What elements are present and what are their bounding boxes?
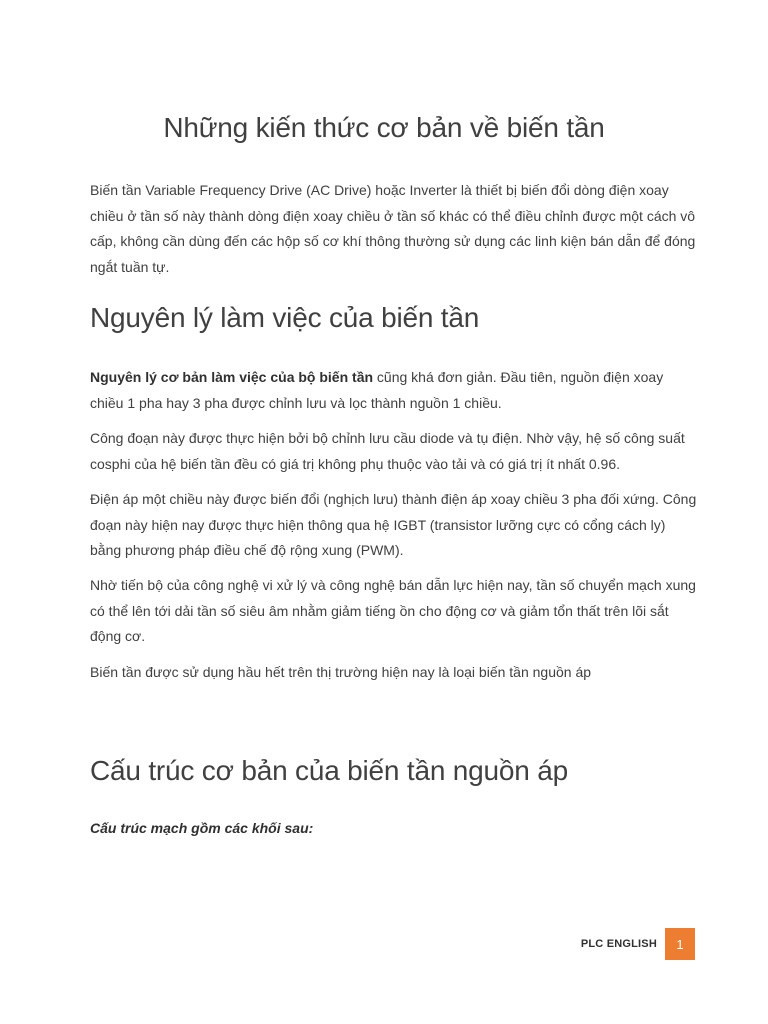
principle-paragraph-1 (90, 365, 700, 416)
principle-paragraph-3: Điện áp một chiều này được biến đổi (nghịch lưu) thành điện áp xoay chiều 3 pha đối xứng. Công đoạn này hiện nay được thực hiện thông qua hệ IGBT (transistor lưỡng cực có cổng cách ly) bằng phương pháp điều chế độ rộng xung (PWM). (90, 491, 697, 558)
footer-label: PLC ENGLISH (580, 938, 657, 950)
principle-paragraph-5: Biến tần được sử dụng hầu hết trên thị trường hiện nay là loại biến tần nguồn áp (90, 664, 592, 680)
principle-paragraph-2: Công đoạn này được thực hiện bởi bộ chỉnh lưu cầu diode và tụ điện. Nhờ vậy, hệ số công suất cosphi của hệ biến tần đều có giá trị không phụ thuộc vào tải và có giá trị ít nhất 0.96. (90, 430, 685, 472)
principle-paragraph-4: Nhờ tiến bộ của công nghệ vi xử lý và công nghệ bán dẫn lực hiện nay, tần số chuyển mạch xung có thể lên tới dải tần số siêu âm nhằm giảm tiếng ồn cho động cơ và giảm tổn thất trên lõi sắt động cơ. (90, 577, 696, 644)
structure-label: Cấu trúc mạch gồm các khối sau: (90, 820, 314, 836)
section-heading-structure: Cấu trúc cơ bản của biến tần nguồn áp (90, 755, 568, 786)
section-heading-working-principle: Nguyên lý làm việc của biến tần (90, 302, 480, 333)
page-footer (581, 928, 695, 960)
intro-paragraph: Biến tần Variable Frequency Drive (AC Drive) hoặc Inverter là thiết bị biến đổi dòng điện xoay chiều ở tần số này thành dòng điện xoay chiều ở tần số khác có thể điều chỉnh được một cách vô cấp, không cần dùng đến các hộp số cơ khí thông thường sử dụng các linh kiện bán dẫn để đóng ngắt tuần tự. (90, 182, 696, 275)
principle-paragraph-1-rest: cũng khá đơn giản. Đầu tiên, nguồn điện xoay chiều 1 pha hay 3 pha được chỉnh lưu và lọc thành nguồn 1 chiều. (90, 369, 664, 411)
page-number-badge: 1 (665, 928, 695, 960)
principle-bold-lead: Nguyên lý cơ bản làm việc của bộ biến tần (90, 369, 374, 385)
document-title: Những kiến thức cơ bản về biến tần (163, 112, 605, 143)
